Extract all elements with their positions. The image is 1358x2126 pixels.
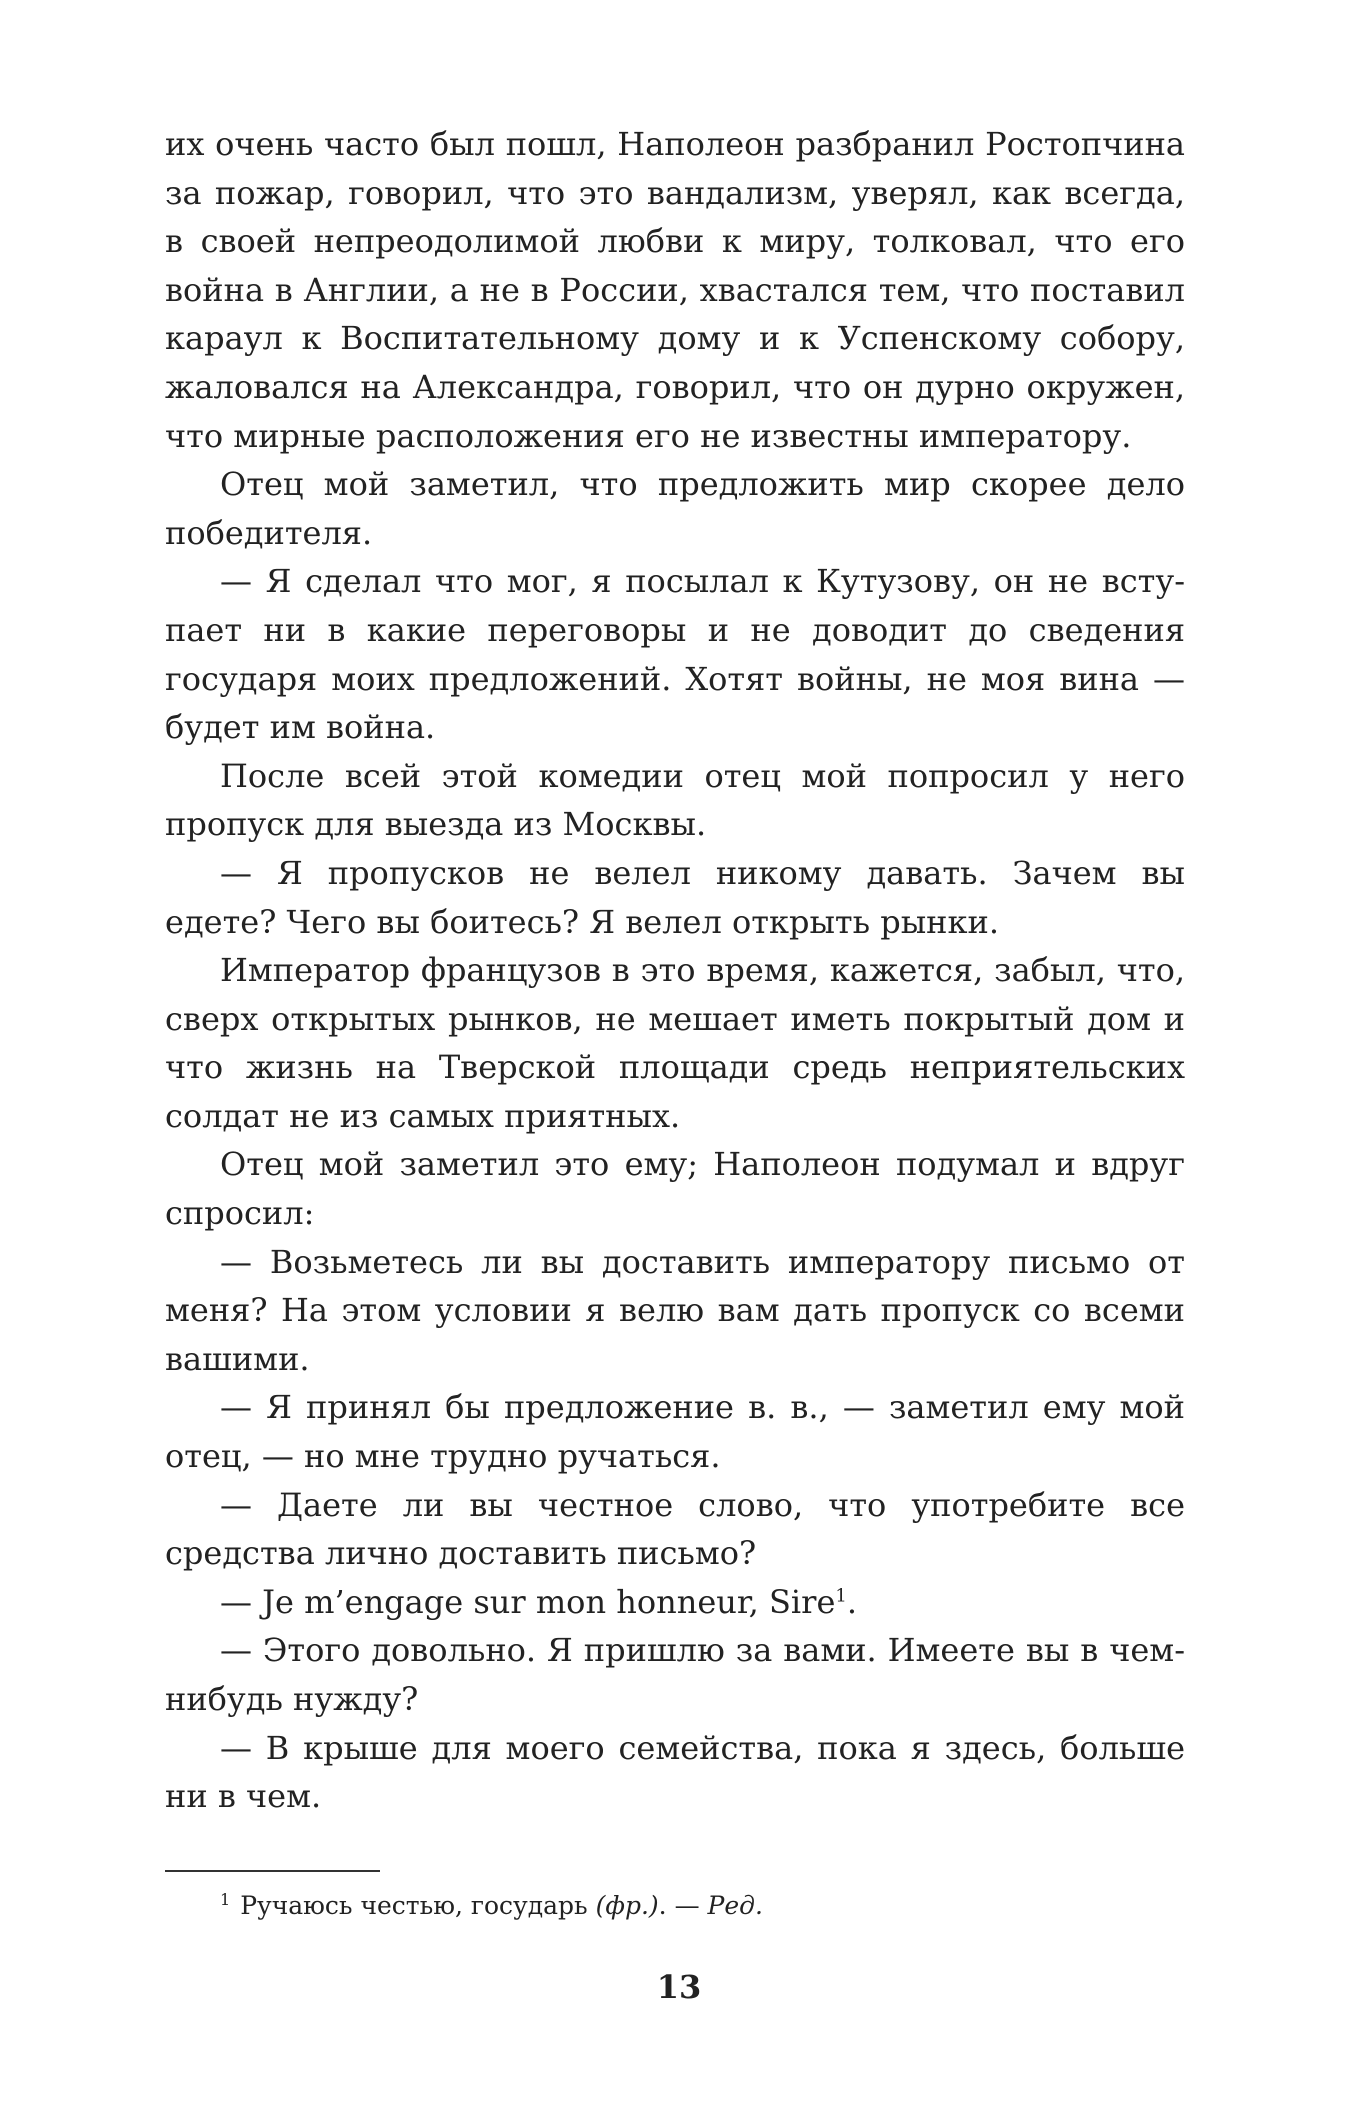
paragraph-9: — Я принял бы предложение в. в., — заметил ему мой отец, — но мне трудно ручаться. xyxy=(165,1388,1185,1476)
footnote-mark: 1 xyxy=(220,1889,231,1909)
footnote-text: Ручаюсь честью, государь xyxy=(240,1891,588,1920)
footnote-editor: Ред. xyxy=(707,1891,763,1920)
paragraph-8: — Возьметесь ли вы доставить императору письмо от меня? На этом условии я велю вам дать пропуск со всеми вашими. xyxy=(165,1242,1185,1378)
paragraph-10: — Даете ли вы честное слово, что употребите все средства лично доставить письмо? xyxy=(165,1485,1185,1573)
paragraph-6: Император французов в это время, кажется, забыл, что, сверх открытых рынков, не мешает иметь покрытый дом и что жизнь на Тверской площади средь неприятельских солдат не из самых приятных. xyxy=(165,951,1185,1135)
main-text xyxy=(165,120,1185,1821)
footnote xyxy=(220,1888,1180,1924)
paragraph-13: — В крыше для моего семейства, пока я здесь, больше ни в чем. xyxy=(165,1728,1185,1816)
footnote-language: (фр.) xyxy=(595,1891,659,1920)
paragraph-3: — Я сделал что мог, я посылал к Кутузову, он не вступает ни в какие переговоры и не доводит до сведения государя моих предложений. Хотят войны, не моя вина — будет им война. xyxy=(165,562,1185,747)
paragraph-12: — Этого довольно. Я пришлю за вами. Имеете вы в чем-нибудь нужду? xyxy=(165,1631,1185,1718)
paragraph-11: — Je m’engage sur mon honneur, Sire$^1$. xyxy=(220,1582,857,1621)
paragraph-1: их очень часто был пошл, Наполеон разбранил Ростопчина за пожар, говорил, что это вандализм, уверял, как всегда, в своей непреодолимой любви к миру, толковал, что его война в Англии, а не в России, хвастался тем, что поставил караул к Воспитательному дому и к Успенскому собору, жаловался на Александра, говорил, что он дурно окружен, что мирные расположения его не известны императору. xyxy=(165,125,1185,455)
footnote-reference[interactable]: 1 xyxy=(835,1585,847,1607)
footnote-separator: . — xyxy=(658,1891,708,1920)
paragraph-11-text: — Je m’engage sur mon honneur, Sire xyxy=(220,1582,836,1621)
paragraph-7: Отец мой заметил это ему; Наполеон подумал и вдруг спросил: xyxy=(165,1145,1185,1233)
paragraph-5: — Я пропусков не велел никому давать. Зачем вы едете? Чего вы боитесь? Я велел открыть рынки. xyxy=(165,853,1185,941)
footnote-divider xyxy=(165,1870,380,1872)
page-number: 13 xyxy=(656,1968,702,2006)
paragraph-4: После всей этой комедии отец мой попросил у него пропуск для выезда из Москвы. xyxy=(165,756,1185,844)
paragraph-2: Отец мой заметил, что предложить мир скорее дело победителя. xyxy=(165,465,1185,552)
